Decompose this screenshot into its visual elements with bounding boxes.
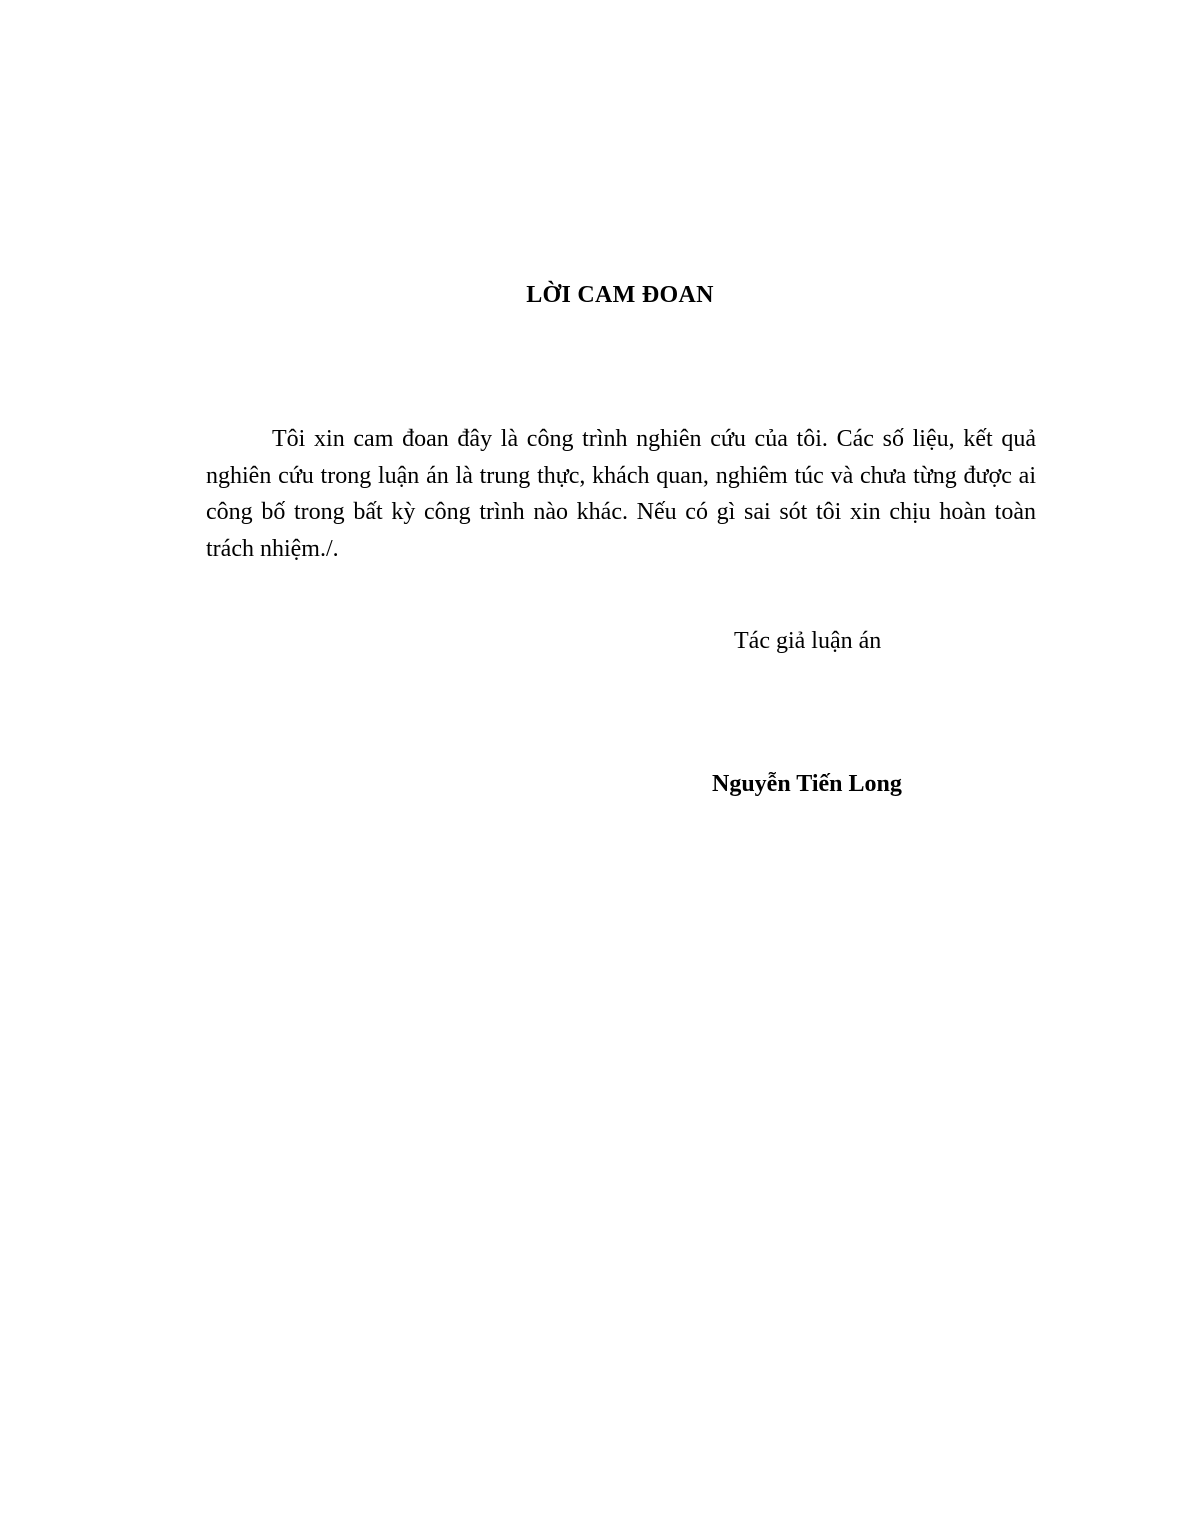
author-label: Tác giả luận án — [734, 628, 882, 654]
page-title: LỜI CAM ĐOAN — [526, 282, 714, 308]
declaration-paragraph: Tôi xin cam đoan đây là công trình nghiên cứu của tôi. Các số liệu, kết quả nghiên cứu trong luận án là trung thực, khách quan, nghiêm túc và chưa từng được ai công bố trong bất kỳ công trình nào khác. Nếu có gì sai sót tôi xin chịu hoàn toàn trách nhiệm./. — [206, 426, 1036, 562]
author-name: Nguyễn Tiến Long — [712, 771, 902, 797]
